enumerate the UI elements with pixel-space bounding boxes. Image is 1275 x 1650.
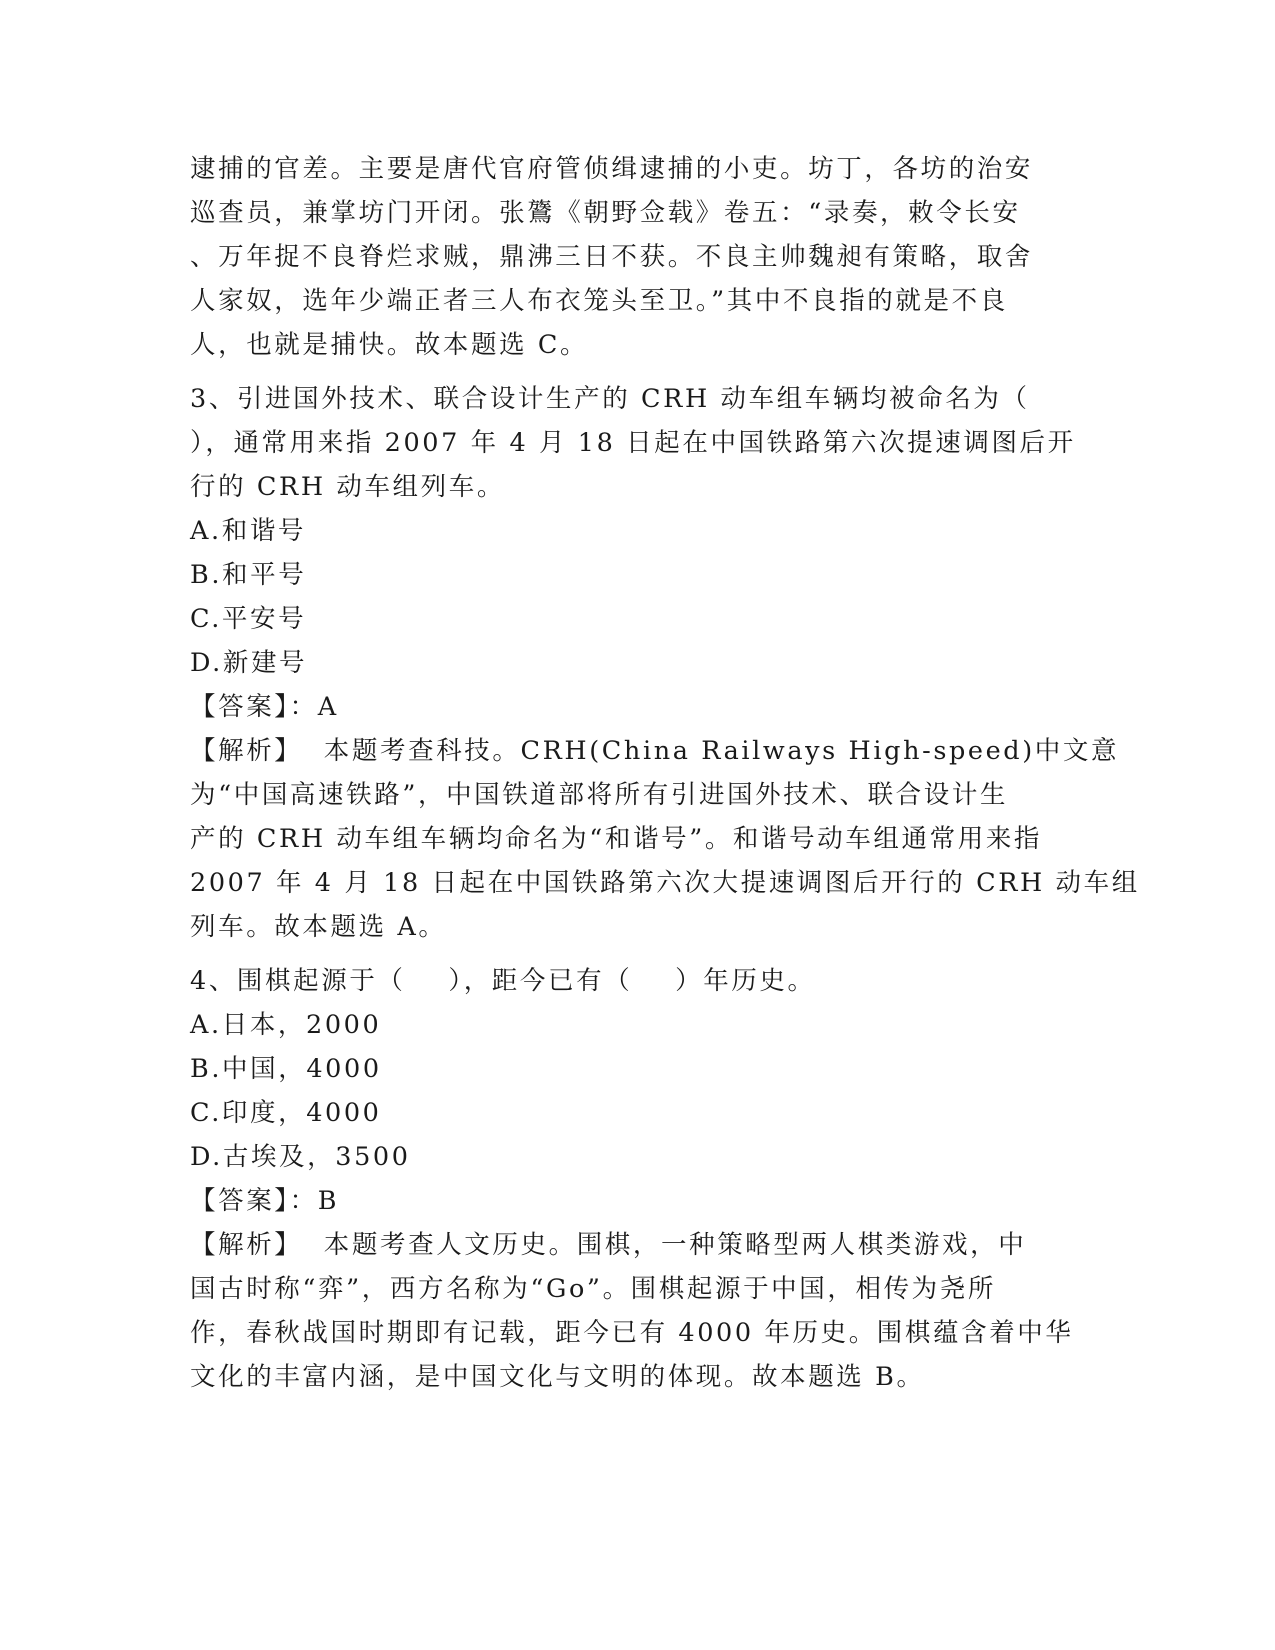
answer-line: 【答案】：B	[190, 1186, 340, 1216]
stem-line: ），通常用来指 2007 年 4 月 18 日起在中国铁路第六次提速调图后开	[190, 428, 1076, 458]
question-options	[190, 1003, 1090, 1179]
question-stem	[190, 959, 1090, 1003]
option-b: B.和平号	[190, 560, 307, 590]
analysis-line: 【解析】 本题考查人文历史。围棋，一种策略型两人棋类游戏，中	[190, 1230, 1027, 1260]
answer-line: 【答案】：A	[190, 692, 339, 722]
stem-line: 行的 CRH 动车组列车。	[190, 472, 505, 502]
stem-line: 4、围棋起源于（ ），距今已有（ ）年历史。	[190, 966, 816, 996]
analysis	[190, 729, 1140, 949]
option-d: D.新建号	[190, 648, 308, 678]
analysis-line: 国古时称“弈”，西方名称为“Go”。围棋起源于中国，相传为尧所	[190, 1274, 996, 1304]
option-a: A.日本，2000	[190, 1010, 382, 1040]
question-4	[190, 959, 1090, 1399]
spacer	[190, 367, 1090, 377]
analysis-line: 2007 年 4 月 18 日起在中国铁路第六次大提速调图后开行的 CRH 动车组	[190, 868, 1140, 898]
page-content	[190, 147, 1140, 1399]
text-line: 巡查员，兼掌坊门开闭。张鷟《朝野佥载》卷五：“录奏，敕令长安	[190, 198, 1021, 228]
analysis-line: 列车。故本题选 A。	[190, 912, 447, 942]
option-c: C.印度，4000	[190, 1098, 382, 1128]
text-line: 人，也就是捕快。故本题选 C。	[190, 330, 589, 360]
analysis-line: 【解析】 本题考查科技。CRH(China Railways High-speed)中文意	[190, 736, 1120, 766]
stem-line: 3、引进国外技术、联合设计生产的 CRH 动车组车辆均被命名为（	[190, 384, 1030, 414]
spacer	[190, 949, 1090, 959]
analysis-line: 为“中国高速铁路”，中国铁道部将所有引进国外技术、联合设计生	[190, 780, 1009, 810]
option-c: C.平安号	[190, 604, 307, 634]
text-line: 逮捕的官差。主要是唐代官府管侦缉逮捕的小吏。坊丁，各坊的治安	[190, 154, 1034, 184]
option-a: A.和谐号	[190, 516, 307, 546]
question-stem	[190, 377, 1090, 509]
analysis-line: 文化的丰富内涵，是中国文化与文明的体现。故本题选 B。	[190, 1362, 925, 1392]
text-line: 人家奴，选年少端正者三人布衣笼头至卫。”其中不良指的就是不良	[190, 286, 1008, 316]
question-options	[190, 509, 1090, 685]
option-b: B.中国，4000	[190, 1054, 382, 1084]
text-line: 、万年捉不良脊烂求贼，鼎沸三日不获。不良主帅魏昶有策略，取舍	[190, 242, 1034, 272]
option-d: D.古埃及，3500	[190, 1142, 411, 1172]
analysis-line: 产的 CRH 动车组车辆均命名为“和谐号”。和谐号动车组通常用来指	[190, 824, 1043, 854]
analysis-line: 作，春秋战国时期即有记载，距今已有 4000 年历史。围棋蕴含着中华	[190, 1318, 1074, 1348]
question-3	[190, 377, 1140, 949]
analysis	[190, 1223, 1090, 1399]
q2-explanation-tail	[190, 147, 1090, 367]
